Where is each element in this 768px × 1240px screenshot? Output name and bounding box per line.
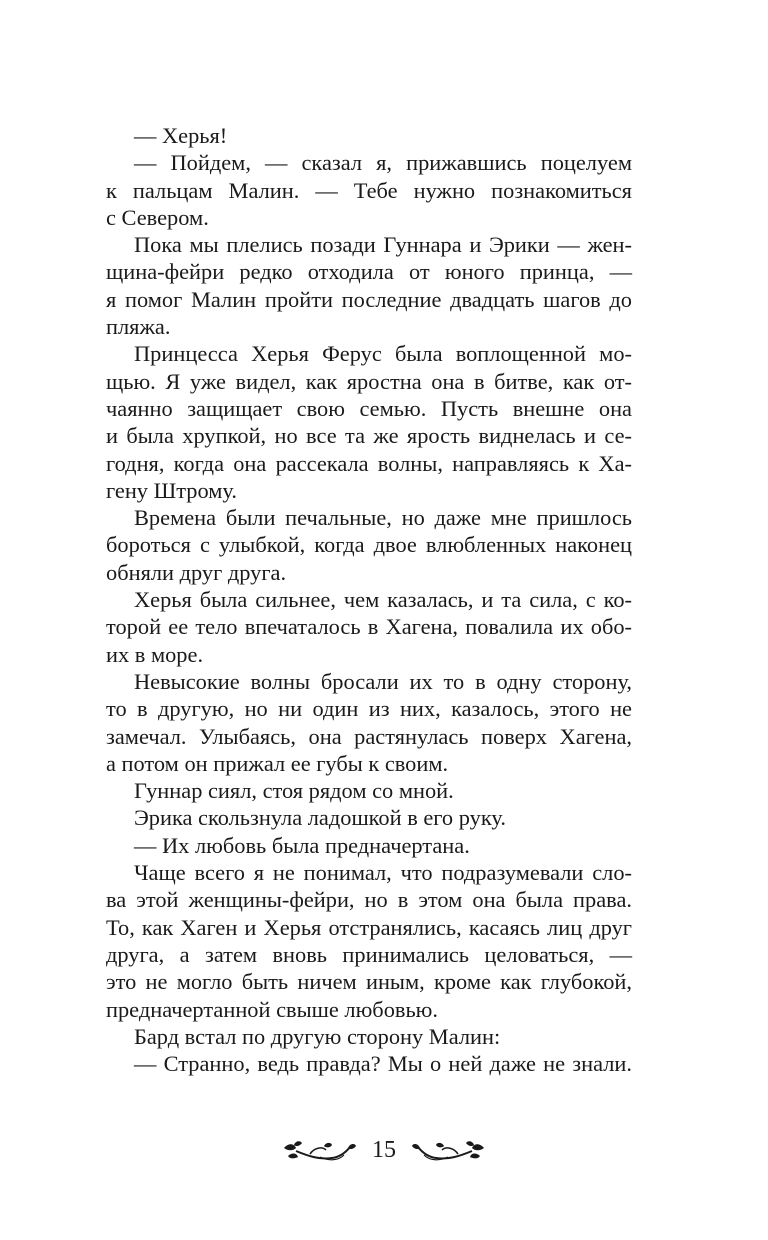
text-line: Времена были печальные, но даже мне пришлось — [134, 505, 632, 531]
text-line: к пальцам Малин. — Тебе нужно познакомиться — [106, 177, 632, 203]
text-line: их в море. — [106, 641, 204, 667]
text-line: — Пойдем, — сказал я, прижавшись поцелуем — [134, 150, 632, 176]
text-line: это не могло быть ничем иным, кроме как глубокой, — [106, 969, 632, 995]
text-line: а потом он прижал ее губы к своим. — [106, 750, 449, 776]
text-line: Пока мы плелись позади Гуннара и Эрики — жен- — [134, 232, 632, 258]
floral-ornament-right-icon — [410, 1136, 488, 1164]
text-line: пляжа. — [106, 314, 171, 340]
page-footer — [0, 1134, 768, 1166]
text-line: предначертанной свыше любовью. — [106, 996, 438, 1022]
text-line: с Севером. — [106, 204, 209, 230]
text-line: — Странно, ведь правда? Мы о ней даже не знали. — [134, 1051, 632, 1077]
text-line: ва этой женщины-фейри, но в этом она была права. — [106, 887, 632, 913]
text-line: обняли друг друга. — [106, 559, 287, 585]
text-line: бороться с улыбкой, когда двое влюбленных наконец — [106, 532, 632, 558]
body-text — [106, 122, 632, 1077]
text-line: Эрика скользнула ладошкой в его руку. — [134, 805, 506, 831]
floral-ornament-left-icon — [280, 1136, 358, 1164]
text-line: Бард встал по другую сторону Малин: — [134, 1023, 501, 1049]
text-line: Принцесса Херья Ферус была воплощенной мо- — [134, 341, 632, 367]
text-line: чаянно защищает свою семью. Пусть внешне она — [106, 395, 632, 421]
text-line: щина-фейри редко отходила от юного принца, — — [106, 259, 632, 285]
text-line: Херья была сильнее, чем казалась, и та сила, с ко- — [134, 587, 632, 613]
text-line: друга, а затем вновь принимались целоваться, — — [106, 941, 632, 967]
text-line: гену Штрому. — [106, 477, 237, 503]
text-line: торой ее тело впечаталось в Хагена, повалила их обо- — [106, 614, 632, 640]
text-line: щью. Я уже видел, как яростна она в битве, как от- — [106, 368, 632, 394]
text-line: годня, когда она рассекала волны, направляясь к Ха- — [106, 450, 632, 476]
text-line: — Их любовь была предначертана. — [134, 832, 470, 858]
text-line: и была хрупкой, но все та же ярость виднелась и се- — [106, 423, 632, 449]
text-line: Чаще всего я не понимал, что подразумевали сло- — [134, 860, 632, 886]
text-line: то в другую, но ни один из них, казалось, этого не — [106, 696, 632, 722]
text-line: замечал. Улыбаясь, она растянулась поверх Хагена, — [106, 723, 632, 749]
text-line: я помог Малин пройти последние двадцать шагов до — [106, 286, 632, 312]
text-line: То, как Хаген и Херья отстранялись, касаясь лиц друг — [106, 914, 632, 940]
text-line: Невысокие волны бросали их то в одну сторону, — [134, 668, 632, 694]
text-line: Гуннар сиял, стоя рядом со мной. — [134, 778, 454, 804]
text-line: — Херья! — [134, 123, 228, 148]
page-number: 15 — [372, 1137, 396, 1163]
